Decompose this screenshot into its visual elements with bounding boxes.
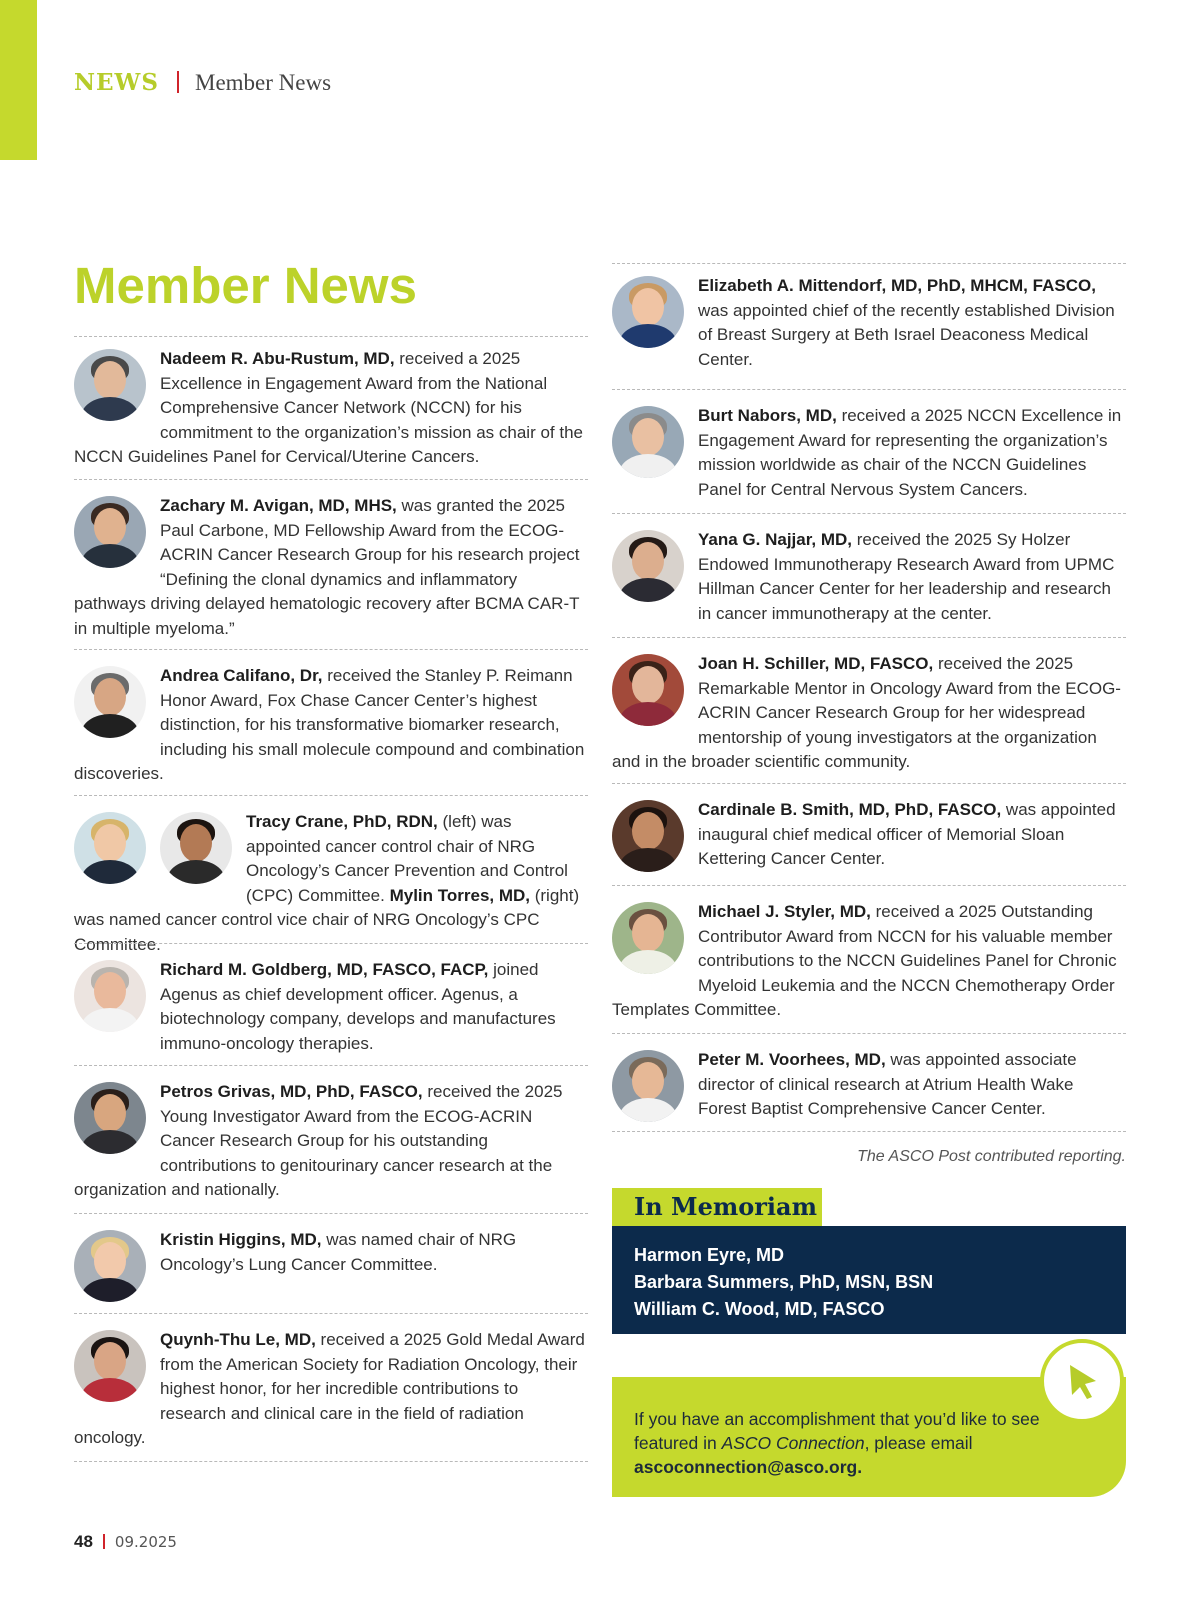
left-column <box>74 336 588 1462</box>
portrait-photo <box>612 800 684 872</box>
honoree-name: Yana G. Najjar, MD, <box>698 530 853 549</box>
honoree-name: Michael J. Styler, MD, <box>698 902 871 921</box>
header-divider <box>177 71 179 93</box>
news-text: Richard M. Goldberg, MD, FASCO, FACP, joined Agenus as chief development officer. Agenus, a biotechnology company, develops and manufactures immuno-oncology therapies. <box>160 960 556 1053</box>
honoree-name: Tracy Crane, PhD, RDN, <box>246 812 438 831</box>
honoree-name: Quynh-Thu Le, MD, <box>160 1330 316 1349</box>
news-entry <box>74 336 588 479</box>
news-entry <box>612 513 1126 637</box>
news-text: Tracy Crane, PhD, RDN, (left) was appointed cancer control chair of NRG Oncology’s Cancer Prevention and Control (CPC) Committee. Mylin Torres, MD, (right) was named cancer control vice chair of NRG Oncology’s CPC Committee. <box>74 812 580 954</box>
news-text: Kristin Higgins, MD, was named chair of NRG Oncology’s Lung Cancer Committee. <box>160 1230 517 1274</box>
portrait-photo <box>74 1330 146 1402</box>
news-entry <box>612 885 1126 1033</box>
portrait-photo <box>612 276 684 348</box>
news-text: Elizabeth A. Mittendorf, MD, PhD, MHCM, FASCO, was appointed chief of the recently established Division of Breast Surgery at Beth Israel Deaconess Medical Center. <box>698 276 1115 369</box>
honoree-name: Petros Grivas, MD, PhD, FASCO, <box>160 1082 423 1101</box>
news-entry <box>74 943 588 1065</box>
memoriam-box <box>612 1226 1126 1334</box>
column-end-rule <box>74 1461 588 1462</box>
news-entry <box>74 479 588 649</box>
column-end-rule <box>612 1131 1126 1132</box>
news-text: Cardinale B. Smith, MD, PhD, FASCO, was appointed inaugural chief medical officer of Memorial Sloan Kettering Cancer Center. <box>698 800 1116 868</box>
publication-name: ASCO Connection <box>721 1433 865 1453</box>
portrait-photo <box>612 654 684 726</box>
news-text: Zachary M. Avigan, MD, MHS, was granted the 2025 Paul Carbone, MD Fellowship Award from the ECOG-ACRIN Cancer Research Group for his research project “Defining the clonal dynamics and inflammatory pathways driving delayed hematologic recovery after BCMA CAR-T in multiple myeloma.” <box>74 496 580 638</box>
news-text: Petros Grivas, MD, PhD, FASCO, received the 2025 Young Investigator Award from the ECOG-ACRIN Cancer Research Group for his outstanding contributions to genitourinary cancer research at the organization and nationally. <box>74 1082 563 1199</box>
cursor-arrow-icon-graphic <box>1064 1361 1104 1405</box>
news-entry <box>74 649 588 795</box>
right-column <box>612 263 1126 1132</box>
portrait-photo <box>612 406 684 478</box>
portrait-photo <box>612 530 684 602</box>
news-entry <box>612 389 1126 513</box>
page-header <box>74 68 331 98</box>
memoriam-list <box>612 1226 1126 1323</box>
honoree-name: Andrea Califano, Dr, <box>160 666 323 685</box>
news-text: Joan H. Schiller, MD, FASCO, received the 2025 Remarkable Mentor in Oncology Award from the ECOG-ACRIN Cancer Research Group for her widespread mentorship of young investigators at the organization and in the broader scientific community. <box>612 654 1121 771</box>
news-text: Burt Nabors, MD, received a 2025 NCCN Excellence in Engagement Award for representing the organization’s mission worldwide as chair of the NCCN Guidelines Panel for Central Nervous System Cancers. <box>698 406 1122 499</box>
news-text: Yana G. Najjar, MD, received the 2025 Sy Holzer Endowed Immunotherapy Research Award from UPMC Hillman Cancer Center for her leadership and research in cancer immunotherapy at the center. <box>698 530 1115 623</box>
portrait-photo <box>74 1230 146 1302</box>
subsection-label: Member News <box>195 70 332 95</box>
honoree-name-2: Mylin Torres, MD, <box>389 885 531 905</box>
reporting-credit: The ASCO Post contributed reporting. <box>857 1148 1126 1165</box>
honoree-name: Nadeem R. Abu-Rustum, MD, <box>160 349 395 368</box>
cursor-arrow-icon <box>1040 1339 1124 1423</box>
page-title: Member News <box>74 257 417 314</box>
portrait-photo <box>612 1050 684 1122</box>
honoree-name: Elizabeth A. Mittendorf, MD, PhD, MHCM, FASCO, <box>698 276 1096 295</box>
news-entry <box>612 263 1126 389</box>
accent-side-bar <box>0 0 37 160</box>
portrait-photo <box>74 960 146 1032</box>
section-label: NEWS <box>74 69 159 96</box>
news-text: Michael J. Styler, MD, received a 2025 Outstanding Contributor Award from NCCN for his valuable member contributions to the NCCN Guidelines Panel for Chronic Myeloid Leukemia and the NCCN Chemotherapy Order Templates Committee. <box>612 902 1117 1019</box>
honoree-name: Peter M. Voorhees, MD, <box>698 1050 886 1069</box>
news-entry <box>74 1213 588 1313</box>
footer-divider <box>103 1534 105 1549</box>
portrait-photo <box>74 496 146 568</box>
email-address: ascoconnection@asco.org. <box>634 1457 863 1477</box>
page-footer <box>74 1532 177 1552</box>
news-text: Peter M. Voorhees, MD, was appointed associate director of clinical research at Atrium Health Wake Forest Baptist Comprehensive Cancer Center. <box>698 1050 1077 1118</box>
news-text: Quynh-Thu Le, MD, received a 2025 Gold Medal Award from the American Society for Radiation Oncology, their highest honor, for her incredible contributions to research and clinical care in the field of radiation oncology. <box>74 1330 585 1447</box>
portrait-photo-right <box>160 812 232 884</box>
memoriam-name: Barbara Summers, PhD, MSN, BSN <box>634 1272 934 1292</box>
memoriam-name: Harmon Eyre, MD <box>634 1245 785 1265</box>
news-entry <box>74 1313 588 1461</box>
honoree-name: Kristin Higgins, MD, <box>160 1230 322 1249</box>
memoriam-title: In Memoriam <box>634 1192 817 1221</box>
news-entry <box>74 795 588 954</box>
portrait-photo-left <box>74 812 146 884</box>
honoree-name: Zachary M. Avigan, MD, MHS, <box>160 496 397 515</box>
honoree-name: Cardinale B. Smith, MD, PhD, FASCO, <box>698 800 1002 819</box>
news-entry <box>612 637 1126 783</box>
portrait-photo <box>74 666 146 738</box>
news-entry <box>612 1033 1126 1131</box>
memoriam-tab <box>612 1188 822 1226</box>
callout-text: If you have an accomplishment that you’d like to see featured in ASCO Connection, please email ascoconnection@asco.org. <box>634 1409 1040 1477</box>
issue-date: 09.2025 <box>114 1533 177 1551</box>
portrait-photo <box>74 1082 146 1154</box>
news-entry <box>612 783 1126 885</box>
news-text: Andrea Califano, Dr, received the Stanley P. Reimann Honor Award, Fox Chase Cancer Center’s highest distinction, for his transformative biomarker research, including his small molecule compound and combination discoveries. <box>74 666 585 783</box>
honoree-name: Burt Nabors, MD, <box>698 406 837 425</box>
page-number: 48 <box>74 1532 93 1551</box>
honoree-name: Joan H. Schiller, MD, FASCO, <box>698 654 934 673</box>
portrait-photo <box>612 902 684 974</box>
portrait-photo <box>74 349 146 421</box>
memoriam-name: William C. Wood, MD, FASCO <box>634 1299 885 1319</box>
honoree-name: Richard M. Goldberg, MD, FASCO, FACP, <box>160 960 489 979</box>
news-entry <box>74 1065 588 1213</box>
news-text: Nadeem R. Abu-Rustum, MD, received a 2025 Excellence in Engagement Award from the National Comprehensive Cancer Network (NCCN) for his commitment to the organization’s mission as chair of the NCCN Guidelines Panel for Cervical/Uterine Cancers. <box>74 349 583 466</box>
